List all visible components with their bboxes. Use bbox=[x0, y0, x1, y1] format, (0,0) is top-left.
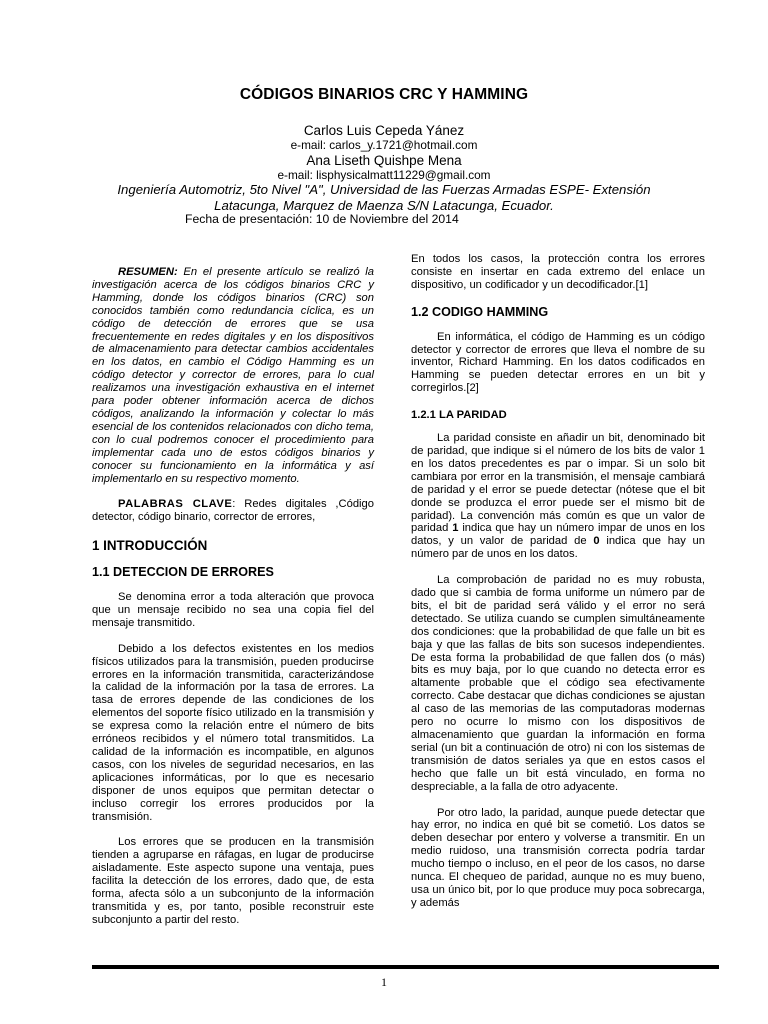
section-heading-introduction: 1 INTRODUCCIÓN bbox=[92, 538, 208, 554]
author-block bbox=[0, 122, 768, 214]
left-column bbox=[92, 253, 374, 927]
paragraph-text: La paridad consiste en añadir un bit, denominado bit de paridad, que indique si el número de los bits de valor 1 en los datos precedentes es par o impar. Si un solo bit cambiara por error en la transmisión, el mensaje cambiará de paridad y el error se puede detectar (nótese que el bit donde se produzca el error puede ser el mismo bit de paridad). La convención más común es que un valor de paridad bbox=[411, 432, 705, 535]
footer-rule bbox=[92, 965, 719, 969]
paragraph: Por otro lado, la paridad, aunque puede detectar que hay error, no indica en qué bit se cometió. Los datos se deben desechar por entero y volverse a transmitir. En un medio ruidoso, una transmisión correcta podría tardar mucho tiempo o incluso, en el peor de los casos, no darse nunca. El chequeo de paridad, aunque no es muy bueno, usa un único bit, por lo que produce muy poca sobrecarga, y además bbox=[411, 806, 705, 909]
author-name: Ana Liseth Quishpe Mena bbox=[306, 153, 462, 168]
affiliation-line: Latacunga, Marquez de Maenza S/N Latacunga, Ecuador. bbox=[214, 198, 554, 213]
presentation-date: Fecha de presentación: 10 de Noviembre del 2014 bbox=[185, 212, 459, 226]
paragraph-text: indica que hay un número par de unos en los datos. bbox=[411, 535, 705, 561]
paragraph: Se denomina error a toda alteración que provoca que un mensaje recibido no sea una copia fiel del mensaje transmitido. bbox=[92, 591, 374, 629]
abstract-text: En el presente artículo se realizó la investigación acerca de los códigos binarios CRC y Hamming, donde los códigos binarios (CRC) son conocidos también como redundancia cíclica, es un código de detección de errores que se usa frecuentemente en redes digitales y en los dispositivos de almacenamiento para detectar cambios accidentales en los datos, en cambio el Código Hamming es un código detector y corrector de errores, para lo cual realizamos una investigación exhaustiva en el internet para poder obtener información acerca de dichos códigos, analizando la información y colectar lo más esencial de los contenidos relacionados con dicho tema, con lo cual podremos conocer el procedimiento para implementar cada uno de estos códigos binarios y conocer su funcionamiento en la informática y así implementarlo en su respectivo momento. bbox=[92, 266, 374, 485]
paper-title: CÓDIGOS BINARIOS CRC Y HAMMING bbox=[239, 86, 529, 103]
paragraph: La comprobación de paridad no es muy robusta, dado que si cambia de forma uniforme un número par de bits, el bit de paridad será válido y el error no será detectado. Se utiliza cuando se cumplen simultáneamente dos condiciones: que la probabilidad de que falle un bit es baja y que las fallas de bits son sucesos independientes. De esta forma la probabilidad de que fallen dos (o más) bits es muy baja, por lo que cuando no detecta error es altamente probable que el código sea efectivamente correcto. Cabe destacar que dichas condiciones se ajustan al caso de las memorias de las computadoras modernas pero no ocurre lo mismo con los dispositivos de almacenamiento que guardan la información en forma serial (un bit a continuación de otro) ni con los sistemas de transmisión de datos seriales ya que en estos casos el hecho que falle un bit está vinculado, en forma no despreciable, a la falla de otro adyacente. bbox=[411, 574, 705, 793]
parity-value-one: 1 bbox=[452, 522, 459, 535]
keywords-label: PALABRAS CLAVE bbox=[118, 498, 233, 511]
paragraph: Debido a los defectos existentes en los medios físicos utilizados para la transmisión, pueden producirse errores en la información transmitida, caracterizándose la calidad de la información por la tasa de errores. La tasa de errores depende de las condiciones de los elementos del soporte físico utilizado en la transmisión y se expresa como la relación entre el número de bits erróneos recibidos y el número total transmitidos. La calidad de la información es incompatible, en algunos casos, con los niveles de seguridad necesarios, en las aplicaciones informáticas, por lo que es necesario disponer de unos equipos que permitan detectar o incluso corregir los errores producidos por la transmisión. bbox=[92, 642, 374, 823]
parity-value-zero: 0 bbox=[593, 535, 600, 548]
paragraph: En todos los casos, la protección contra los errores consiste en insertar en cada extremo del enlace un dispositivo, un codificador y un decodificador.[1] bbox=[411, 253, 705, 291]
right-column bbox=[411, 253, 705, 910]
author-name: Carlos Luis Cepeda Yánez bbox=[303, 123, 465, 138]
paragraph: En informática, el código de Hamming es un código detector y corrector de errores que lleva el nombre de su inventor, Richard Hamming. En los datos codificados en Hamming se pueden detectar errores en un bit y corregirlos.[2] bbox=[411, 330, 705, 395]
section-heading-error-detection: 1.1 DETECCION DE ERRORES bbox=[92, 565, 274, 580]
keywords bbox=[92, 498, 374, 524]
affiliation-line: Ingeniería Automotriz, 5to Nivel "A", Universidad de las Fuerzas Armadas ESPE- Extensión bbox=[117, 182, 651, 197]
section-heading-parity: 1.2.1 LA PARIDAD bbox=[411, 409, 507, 422]
abstract bbox=[92, 266, 374, 485]
keywords-text: : Redes digitales ,Código detector, código binario, corrector de errores, bbox=[92, 498, 374, 524]
section-heading-hamming: 1.2 CODIGO HAMMING bbox=[411, 304, 549, 319]
author-email: e-mail: carlos_y.1721@hotmail.com bbox=[290, 138, 478, 152]
page-number: 1 bbox=[381, 975, 387, 989]
paragraph bbox=[411, 432, 705, 561]
paragraph-text: indica que hay un número impar de unos en los datos, y un valor de paridad de bbox=[411, 522, 705, 548]
paragraph: Los errores que se producen en la transmisión tienden a agruparse en ráfagas, en lugar de producirse aisladamente. Este aspecto supone una ventaja, pues facilita la detección de los errores, dado que, de esta forma, afecta sólo a un subconjunto de la información transmitida y es, por tanto, posible reconstruir este subconjunto a partir del resto. bbox=[92, 836, 374, 926]
abstract-label: RESUMEN: bbox=[118, 266, 178, 278]
author-email: e-mail: lisphysicalmatt11229@gmail.com bbox=[277, 168, 491, 182]
